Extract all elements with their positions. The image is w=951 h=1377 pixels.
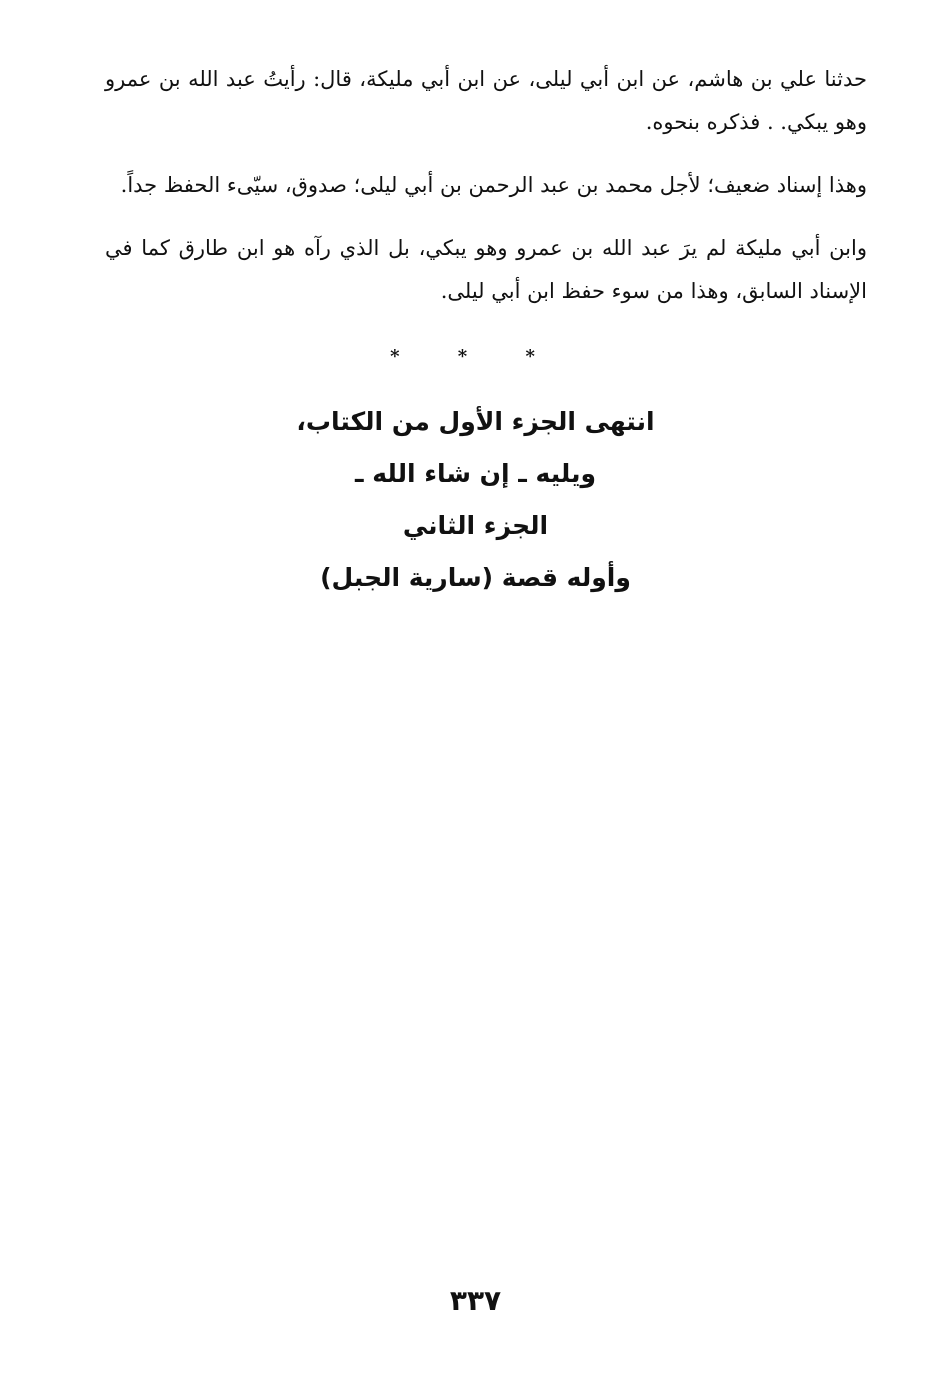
body-text	[105, 58, 867, 333]
endnote-line-1: انتهى الجزء الأول من الكتاب،	[296, 407, 655, 436]
volume-end-note	[0, 396, 951, 604]
endnote-line-2: ويليه ـ إن شاء الله ـ	[354, 459, 597, 488]
paragraph-isnad-assessment: وهذا إسناد ضعيف؛ لأجل محمد بن عبد الرحمن بن أبي ليلى؛ صدوق، سيّىء الحفظ جداً.	[120, 173, 867, 197]
page-number: ٣٣٧	[449, 1284, 502, 1317]
section-separator: * * *	[390, 346, 561, 367]
paragraph-commentary: وابن أبي مليكة لم يرَ عبد الله بن عمرو وهو يبكي، بل الذي رآه هو ابن طارق كما في الإسناد السابق، وهذا من سوء حفظ ابن أبي ليلى.	[105, 236, 867, 303]
endnote-line-3: الجزء الثاني	[402, 511, 549, 540]
paragraph-hadith-chain: حدثنا علي بن هاشم، عن ابن أبي ليلى، عن ابن أبي مليكة، قال: رأيتُ عبد الله بن عمرو وهو يبكي. . فذكره بنحوه.	[105, 67, 867, 134]
endnote-line-4: وأوله قصة (سارية الجبل)	[320, 563, 631, 592]
